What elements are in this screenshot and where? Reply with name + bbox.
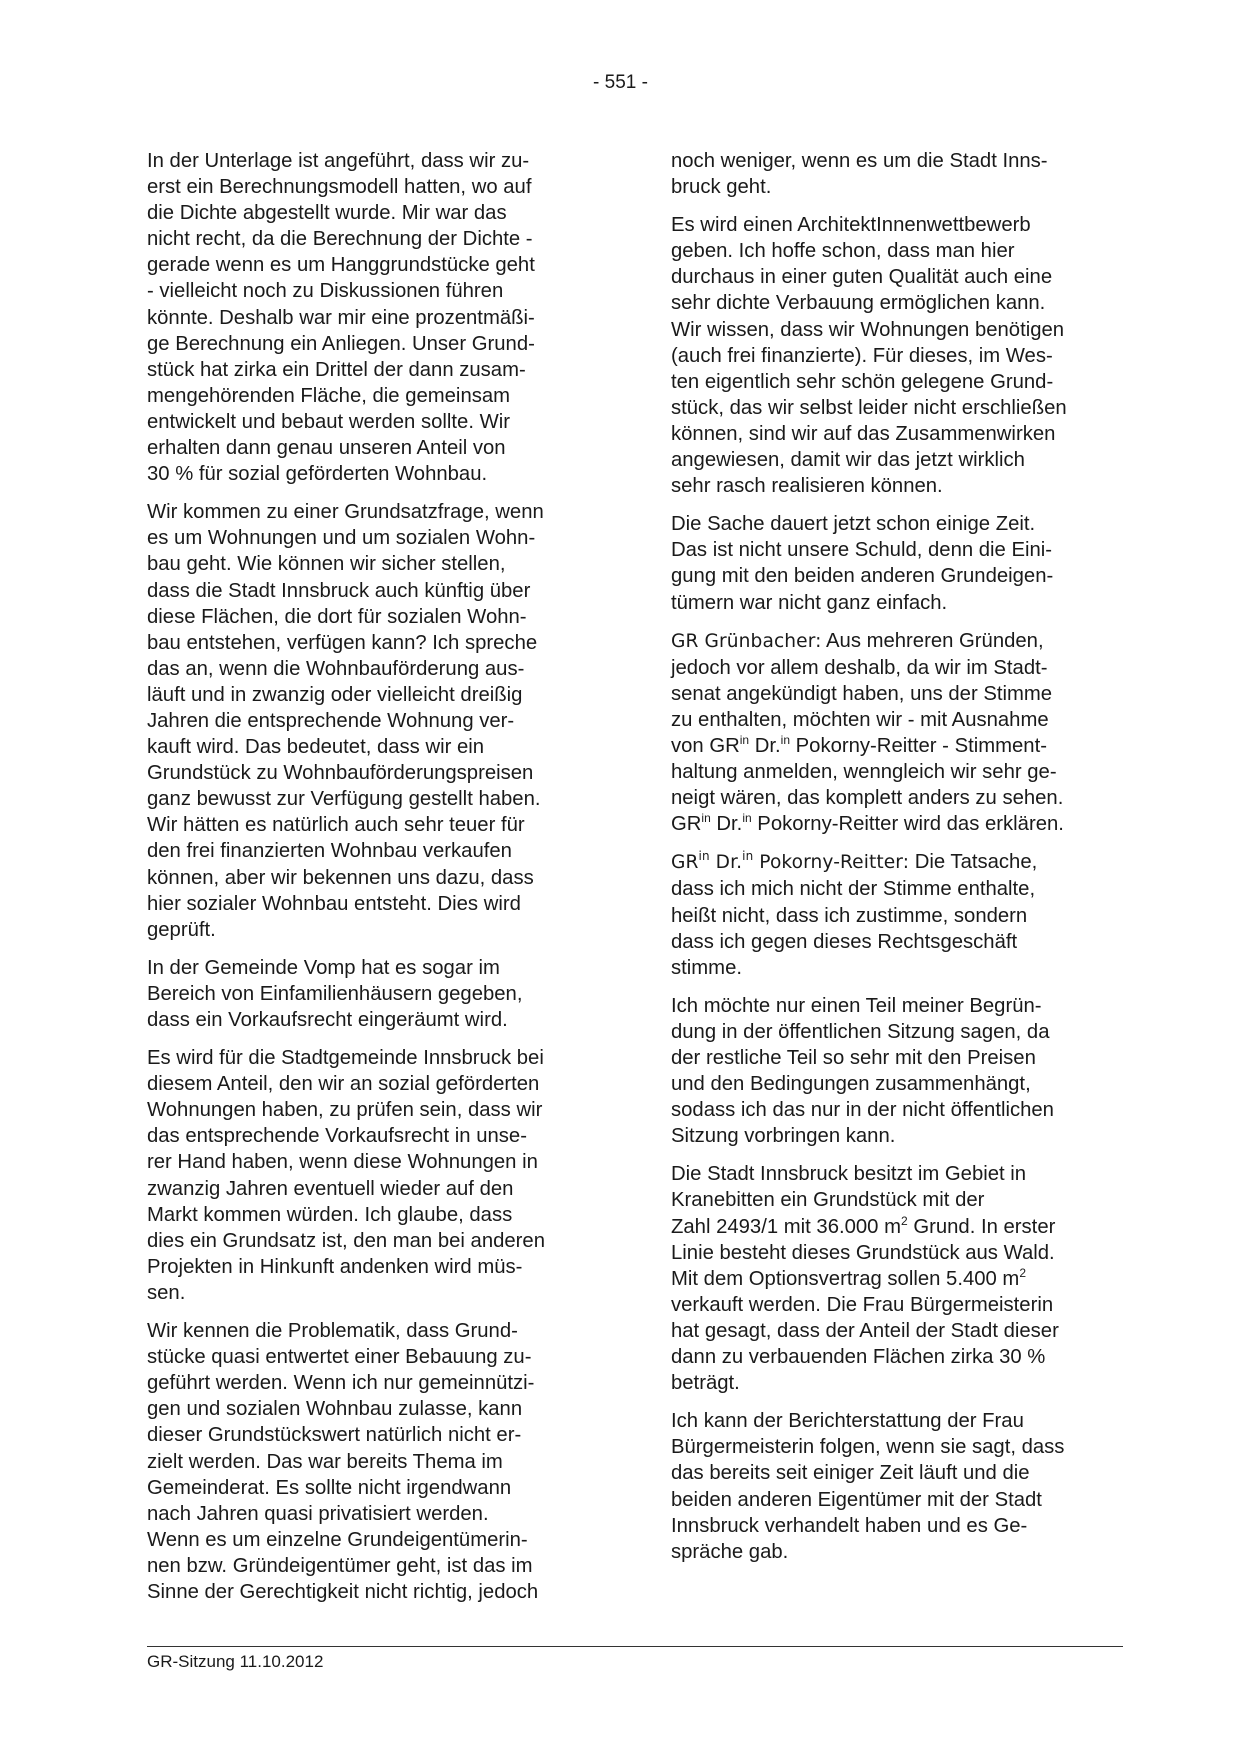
superscript: 2 [901, 1213, 908, 1228]
speaker-name: GR Grünbacher: [671, 630, 822, 652]
paragraph: Die Sache dauert jetzt schon einige Zeit. Das ist nicht unsere Schuld, denn die Eini- gung mit den beiden anderen Grundeigen- tümern war nicht ganz einfach. [671, 513, 1054, 614]
speech-text: Dr. [749, 734, 781, 757]
paragraph: Es wird einen ArchitektInnenwettbewerb geben. Ich hoffe schon, dass man hier durchaus in einer guten Qualität auch eine sehr dichte Verbauung ermöglichen kann. Wir wissen, dass wir Wohnungen benötigen (auch frei finanzierte). Für dieses, im Wes- ten eigentlich sehr schön gelegene Grund- stück, das wir selbst leider nicht erschließen können, sind wir auf das Zusammenwirken angewiesen, damit wir das jetzt wirklich sehr rasch realisieren können. [671, 214, 1067, 498]
paragraph: Ich kann der Berichterstattung der Frau Bürgermeisterin folgen, wenn sie sagt, dass das bereits seit einiger Zeit läuft und die beiden anderen Eigentümer mit der Stadt Innsbruck verhandelt haben und es Ge- spräche gab. [671, 1410, 1065, 1563]
right-column [671, 148, 1119, 1577]
page-number: - 551 - [593, 72, 648, 93]
superscript: in [742, 811, 752, 826]
paragraph: noch weniger, wenn es um die Stadt Inns- bruck geht. [671, 150, 1048, 199]
speaker-title: Dr. [709, 852, 743, 874]
superscript: in [698, 849, 710, 864]
paragraph: In der Unterlage ist angeführt, dass wir zu- erst ein Berechnungsmodell hatten, wo auf die Dichte abgestellt wurde. Mir war das nicht recht, da die Berechnung der Dichte - gerade wenn es um Hanggrundstücke geht - vielleicht noch zu Diskussionen führen könnte. Deshalb war mir eine prozentmäßi- ge Berechnung ein Anliegen. Unser Grund- stück hat zirka ein Drittel der dann zusam- mengehörenden Fläche, die gemeinsam entwickelt und bebaut werden sollte. Wir erhalten dann genau unseren Anteil von 30 % für sozial geförderten Wohnbau. [147, 150, 535, 486]
speech-text: Dr. [710, 813, 743, 836]
footer-divider [147, 1646, 1123, 1647]
speaker-surname: Pokorny-Reitter: [753, 852, 910, 874]
footer-session-date: GR-Sitzung 11.10.2012 [147, 1652, 324, 1671]
speaker-name [671, 849, 910, 874]
paragraph-text: verkauft werden. Die Frau Bürgermeisterin hat gesagt, dass der Anteil der Stadt dieser dann zu verbauenden Flächen zirka 30 % beträgt. [671, 1293, 1059, 1395]
paragraph: In der Gemeinde Vomp hat es sogar im Bereich von Einfamilienhäusern gegeben, dass ein Vorkaufsrecht eingeräumt wird. [147, 956, 523, 1031]
paragraph: Wir kommen zu einer Grundsatzfrage, wenn es um Wohnungen und um sozialen Wohn- bau geht. Wie können wir sicher stellen, dass die Stadt Innsbruck auch künftig über diese Flächen, die dort für sozialen Wohn- bau entstehen, verfügen kann? Ich spreche das an, wenn die Wohnbauförderung aus- läuft und in zwanzig oder vielleicht dreißig Jahren die entsprechende Wohnung ver- kauft wird. Das bedeutet, dass wir ein Grundstück zu Wohnbauförderungspreisen ganz bewusst zur Verfügung gestellt haben. Wir hätten es natürlich auch sehr teuer für den frei finanzierten Wohnbau verkaufen können, aber wir bekennen uns dazu, dass hier sozialer Wohnbau entsteht. Dies wird geprüft. [147, 501, 544, 941]
paragraph-text: Die Stadt Innsbruck besitzt im Gebiet in Kranebitten ein Grundstück mit der Zahl 2493/1 mit 36.000 m [671, 1163, 1027, 1238]
superscript: in [739, 732, 750, 747]
paragraph: Es wird für die Stadtgemeinde Innsbruck bei diesem Anteil, den wir an sozial geförderten Wohnungen haben, zu prüfen sein, dass wir das entsprechende Vorkaufsrecht in unse- rer Hand haben, wenn diese Wohnungen in zwanzig Jahren eventuell wieder auf den Markt kommen würden. Ich glaube, dass dies ein Grundsatz ist, den man bei anderen Projekten in Hinkunft andenken wird müs- sen. [147, 1047, 545, 1304]
paragraph [671, 1161, 1119, 1396]
speech-text: Aus mehreren Gründen, jedoch vor allem deshalb, da wir im Stadt- senat angekündigt haben, uns der Stimme zu enthalten, möchten wir - mit Ausnahme von GR [671, 629, 1053, 757]
speech-text: Pokorny-Reitter wird das erklären. [751, 813, 1064, 836]
speech-pokorny-reitter [671, 849, 1119, 980]
speech-text: Die Tatsache, dass ich mich nicht der Stimme enthalte, heißt nicht, dass ich zustimme, sondern dass ich gegen dieses Rechtsgeschäft stimme. [671, 851, 1038, 979]
superscript: 2 [1019, 1265, 1027, 1280]
paragraph-text: Grund. In erster Linie besteht dieses Grundstück aus Wald. Mit dem Optionsvertrag sollen 5.400 m [671, 1215, 1056, 1290]
speaker-title: GR [671, 852, 699, 874]
paragraph: Wir kennen die Problematik, dass Grund- stücke quasi entwertet einer Bebauung zu- geführt werden. Wenn ich nur gemeinnützi- gen und sozialen Wohnbau zulasse, kann dieser Grundstückswert natürlich nicht er- zielt werden. Das war bereits Thema im Gemeinderat. Es sollte nicht irgendwann nach Jahren quasi privatisiert werden. Wenn es um einzelne Grundeigentümerin- nen bzw. Gründeigentümer geht, ist das im Sinne der Gerechtigkeit nicht richtig, jedoch [147, 1320, 539, 1603]
superscript: in [780, 732, 791, 747]
speech-text: Pokorny-Reitter - Stimment- haltung anmelden, wenngleich wir sehr ge- neigt wären, das komplett anders zu sehen. GR [671, 734, 1064, 836]
superscript: in [742, 849, 754, 864]
superscript: in [701, 811, 711, 826]
paragraph: Ich möchte nur einen Teil meiner Begrün- dung in der öffentlichen Sitzung sagen, da der restliche Teil so sehr mit den Preisen und den Bedingungen zusammenhängt, sodass ich das nur in der nicht öffentlichen Sitzung vorbringen kann. [671, 994, 1054, 1148]
left-column [147, 148, 595, 1617]
speech-gruenbacher [671, 628, 1119, 838]
